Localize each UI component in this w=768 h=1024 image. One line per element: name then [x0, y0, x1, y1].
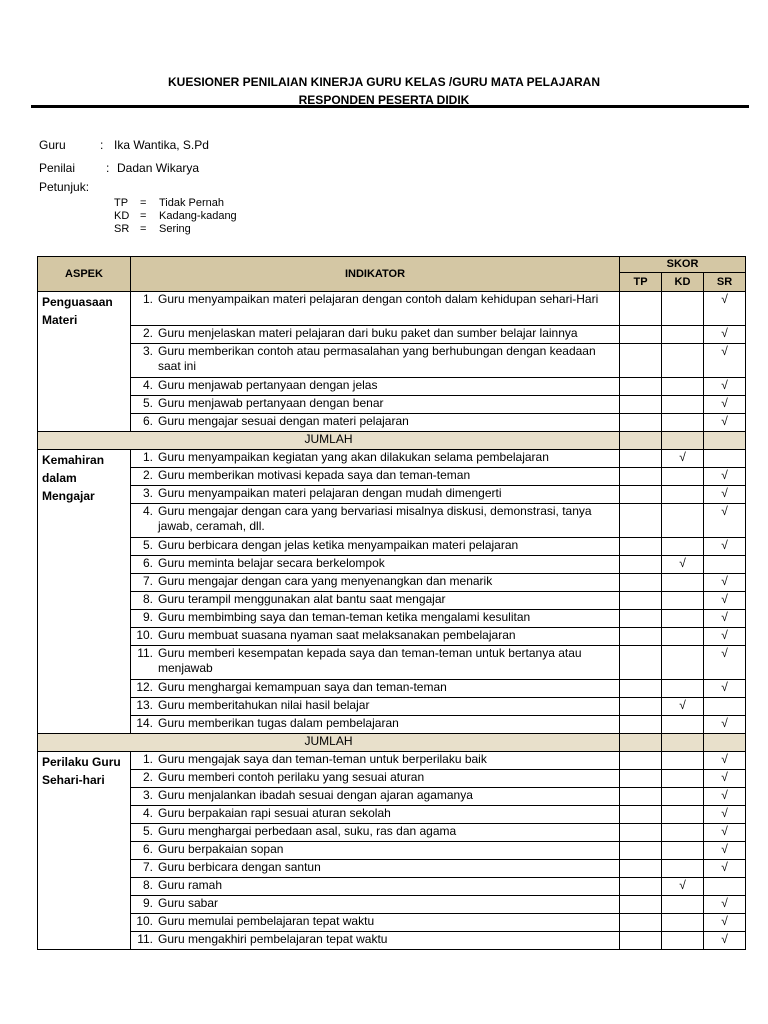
score-cell-tp [620, 896, 662, 914]
guru-label: Guru [39, 138, 66, 152]
score-cell-sr [704, 468, 746, 486]
indicator-number: 9. [142, 896, 153, 910]
check-mark: √ [721, 824, 728, 838]
indicator-cell [131, 932, 620, 950]
indicator-cell [131, 770, 620, 788]
score-cell-tp [620, 860, 662, 878]
indicator-text: Guru mengajak saya dan teman-teman untuk berperilaku baik [158, 752, 487, 766]
jumlah-score-cell [662, 432, 704, 450]
legend-code: KD [114, 210, 130, 222]
indicator-row [38, 860, 746, 878]
score-cell-kd [662, 344, 704, 378]
score-cell-kd [662, 914, 704, 932]
score-cell-kd [662, 592, 704, 610]
score-cell-sr [704, 698, 746, 716]
indicator-cell [131, 860, 620, 878]
score-cell-kd [662, 698, 704, 716]
check-mark: √ [721, 396, 728, 410]
score-cell-tp [620, 788, 662, 806]
indicator-row [38, 628, 746, 646]
indicator-cell [131, 698, 620, 716]
indicator-number: 3. [142, 788, 153, 802]
indicator-cell [131, 610, 620, 628]
indicator-row [38, 344, 746, 378]
indicator-row [38, 538, 746, 556]
score-cell-sr [704, 752, 746, 770]
indicator-number: 3. [142, 486, 153, 500]
indicator-number: 1. [142, 450, 153, 464]
indicator-number: 4. [142, 504, 153, 518]
aspect-name: Kemahiran dalam Mengajar [38, 450, 131, 734]
document-subtitle: RESPONDEN PESERTA DIDIK [298, 93, 470, 107]
indicator-text: Guru memulai pembelajaran tepat waktu [158, 914, 375, 928]
indicator-cell [131, 414, 620, 432]
indicator-text: Guru berbicara dengan santun [158, 860, 321, 874]
check-mark: √ [679, 698, 686, 712]
indicator-text: Guru memberitahukan nilai hasil belajar [158, 698, 370, 712]
legend-equals: = [140, 210, 147, 222]
check-mark: √ [721, 716, 728, 730]
check-mark: √ [721, 806, 728, 820]
indicator-row [38, 932, 746, 950]
legend-meaning: Sering [159, 223, 191, 235]
aspect-name: Perilaku Guru Sehari-hari [38, 752, 131, 950]
indicator-number: 8. [142, 592, 153, 606]
indicator-number: 1. [142, 752, 153, 766]
indicator-row [38, 610, 746, 628]
indicator-number: 1. [142, 292, 153, 306]
legend-meaning: Kadang-kadang [159, 210, 237, 222]
indicator-row [38, 486, 746, 504]
indicator-number: 2. [142, 468, 153, 482]
indicator-row [38, 414, 746, 432]
score-cell-kd [662, 628, 704, 646]
score-cell-kd [662, 486, 704, 504]
score-cell-tp [620, 504, 662, 538]
indicator-row [38, 468, 746, 486]
indicator-cell [131, 378, 620, 396]
check-mark: √ [721, 504, 728, 518]
indicator-row [38, 646, 746, 680]
penilai-value: Dadan Wikarya [117, 161, 200, 175]
indicator-cell [131, 914, 620, 932]
score-cell-sr [704, 610, 746, 628]
indicator-cell [131, 824, 620, 842]
indicator-number: 3. [142, 344, 153, 358]
score-cell-sr [704, 504, 746, 538]
indicator-cell [131, 646, 620, 680]
indicator-number: 5. [142, 396, 153, 410]
indicator-number: 5. [142, 538, 153, 552]
score-cell-tp [620, 680, 662, 698]
indicator-row [38, 326, 746, 344]
score-cell-tp [620, 842, 662, 860]
score-cell-sr [704, 344, 746, 378]
check-mark: √ [721, 860, 728, 874]
score-cell-sr [704, 378, 746, 396]
indicator-number: 6. [142, 842, 153, 856]
indicator-number: 7. [142, 860, 153, 874]
document-title: KUESIONER PENILAIAN KINERJA GURU KELAS /GURU MATA PELAJARAN [167, 75, 601, 89]
indicator-cell [131, 504, 620, 538]
indicator-number: 6. [142, 414, 153, 428]
score-cell-tp [620, 468, 662, 486]
score-cell-tp [620, 610, 662, 628]
check-mark: √ [721, 646, 728, 660]
check-mark: √ [721, 896, 728, 910]
indicator-cell [131, 468, 620, 486]
jumlah-label: JUMLAH [38, 432, 620, 450]
score-cell-tp [620, 878, 662, 896]
indicator-text: Guru meminta belajar secara berkelompok [158, 556, 385, 570]
check-mark: √ [721, 770, 728, 784]
score-cell-tp [620, 396, 662, 414]
score-cell-kd [662, 896, 704, 914]
indicator-cell [131, 344, 620, 378]
indicator-number: 12. [136, 680, 153, 694]
indicator-cell [131, 788, 620, 806]
score-cell-kd [662, 538, 704, 556]
check-mark: √ [721, 538, 728, 552]
penilai-separator: : [106, 161, 110, 175]
score-cell-sr [704, 486, 746, 504]
score-cell-sr [704, 592, 746, 610]
indicator-text: Guru berpakaian sopan [158, 842, 284, 856]
check-mark: √ [679, 450, 686, 464]
legend-equals: = [140, 223, 147, 235]
indicator-text: Guru mengajar sesuai dengan materi pelajaran [158, 414, 409, 428]
header-aspek: ASPEK [38, 257, 131, 292]
score-cell-sr [704, 716, 746, 734]
score-cell-kd [662, 504, 704, 538]
indicator-text: Guru menjalankan ibadah sesuai dengan ajaran agamanya [158, 788, 473, 802]
score-cell-sr [704, 932, 746, 950]
check-mark: √ [679, 878, 686, 892]
indicator-cell [131, 450, 620, 468]
jumlah-score-cell [620, 734, 662, 752]
indicator-cell [131, 396, 620, 414]
score-cell-sr [704, 770, 746, 788]
indicator-number: 14. [136, 716, 153, 730]
score-cell-kd [662, 378, 704, 396]
indicator-number: 13. [136, 698, 153, 712]
score-cell-sr [704, 574, 746, 592]
score-cell-sr [704, 414, 746, 432]
indicator-row [38, 770, 746, 788]
score-cell-kd [662, 450, 704, 468]
score-cell-sr [704, 680, 746, 698]
indicator-row [38, 292, 746, 326]
indicator-text: Guru menjelaskan materi pelajaran dari buku paket dan sumber belajar lainnya [158, 326, 578, 340]
check-mark: √ [721, 914, 728, 928]
check-mark: √ [721, 292, 728, 306]
indicator-number: 4. [142, 806, 153, 820]
indicator-text: Guru menjawab pertanyaan dengan jelas [158, 378, 378, 392]
score-cell-tp [620, 770, 662, 788]
score-cell-tp [620, 486, 662, 504]
indicator-text: Guru memberi kesempatan kepada saya dan teman-teman untuk bertanya atau menjawab [158, 646, 582, 675]
header-sr: SR [704, 273, 746, 292]
indicator-row [38, 752, 746, 770]
indicator-text: Guru terampil menggunakan alat bantu saat mengajar [158, 592, 446, 606]
score-cell-tp [620, 932, 662, 950]
indicator-cell [131, 486, 620, 504]
indicator-text: Guru menghargai perbedaan asal, suku, ras dan agama [158, 824, 457, 838]
check-mark: √ [721, 486, 728, 500]
score-cell-kd [662, 556, 704, 574]
score-cell-sr [704, 292, 746, 326]
score-cell-sr [704, 824, 746, 842]
indicator-row [38, 878, 746, 896]
indicator-cell [131, 628, 620, 646]
score-cell-kd [662, 860, 704, 878]
score-cell-kd [662, 574, 704, 592]
indicator-text: Guru berbicara dengan jelas ketika menyampaikan materi pelajaran [158, 538, 519, 552]
indicator-text: Guru menyampaikan materi pelajaran dengan mudah dimengerti [158, 486, 502, 500]
check-mark: √ [721, 610, 728, 624]
indicator-row [38, 842, 746, 860]
check-mark: √ [721, 574, 728, 588]
check-mark: √ [721, 842, 728, 856]
score-cell-sr [704, 556, 746, 574]
guru-value: Ika Wantika, S.Pd [114, 138, 209, 152]
indicator-row [38, 504, 746, 538]
legend-meaning: Tidak Pernah [159, 197, 225, 209]
score-cell-tp [620, 326, 662, 344]
jumlah-score-cell [620, 432, 662, 450]
indicator-text: Guru menyampaikan kegiatan yang akan dilakukan selama pembelajaran [158, 450, 549, 464]
score-cell-kd [662, 932, 704, 950]
score-cell-sr [704, 914, 746, 932]
score-cell-tp [620, 752, 662, 770]
legend-code: SR [114, 223, 130, 235]
legend-code: TP [114, 197, 129, 209]
indicator-cell [131, 326, 620, 344]
check-mark: √ [721, 752, 728, 766]
score-cell-kd [662, 788, 704, 806]
score-cell-kd [662, 806, 704, 824]
score-cell-tp [620, 716, 662, 734]
check-mark: √ [721, 680, 728, 694]
guru-separator: : [100, 138, 104, 152]
score-cell-sr [704, 806, 746, 824]
score-cell-tp [620, 592, 662, 610]
indicator-text: Guru memberikan motivasi kepada saya dan teman-teman [158, 468, 471, 482]
indicator-number: 7. [142, 574, 153, 588]
indicator-row [38, 716, 746, 734]
score-cell-kd [662, 292, 704, 326]
indicator-text: Guru memberi contoh perilaku yang sesuai aturan [158, 770, 425, 784]
score-cell-tp [620, 538, 662, 556]
jumlah-score-cell [662, 734, 704, 752]
indicator-row [38, 806, 746, 824]
score-cell-kd [662, 824, 704, 842]
penilai-label: Penilai [39, 161, 76, 175]
score-cell-sr [704, 538, 746, 556]
check-mark: √ [679, 556, 686, 570]
score-cell-kd [662, 610, 704, 628]
check-mark: √ [721, 788, 728, 802]
score-cell-kd [662, 680, 704, 698]
score-cell-sr [704, 646, 746, 680]
indicator-cell [131, 556, 620, 574]
indicator-number: 10. [136, 914, 153, 928]
score-cell-sr [704, 396, 746, 414]
score-cell-sr [704, 628, 746, 646]
score-cell-sr [704, 450, 746, 468]
indicator-number: 11. [137, 646, 153, 660]
indicator-text: Guru mengajar dengan cara yang bervariasi misalnya diskusi, demonstrasi, tanya jawab, ceramah, dll. [158, 504, 592, 533]
check-mark: √ [721, 592, 728, 606]
indicator-text: Guru memberikan contoh atau permasalahan yang berhubungan dengan keadaan saat ini [158, 344, 596, 373]
indicator-text: Guru menyampaikan materi pelajaran dengan contoh dalam kehidupan sehari-Hari [158, 292, 599, 306]
assessment-table [37, 256, 746, 950]
check-mark: √ [721, 628, 728, 642]
score-cell-kd [662, 770, 704, 788]
check-mark: √ [721, 344, 728, 358]
indicator-row [38, 788, 746, 806]
indicator-cell [131, 842, 620, 860]
score-cell-tp [620, 646, 662, 680]
indicator-text: Guru sabar [158, 896, 219, 910]
score-cell-tp [620, 628, 662, 646]
indicator-cell [131, 752, 620, 770]
indicator-cell [131, 592, 620, 610]
indicator-cell [131, 896, 620, 914]
indicator-number: 5. [142, 824, 153, 838]
score-cell-tp [620, 556, 662, 574]
indicator-row [38, 824, 746, 842]
score-cell-sr [704, 842, 746, 860]
indicator-number: 9. [142, 610, 153, 624]
indicator-text: Guru memberikan tugas dalam pembelajaran [158, 716, 399, 730]
indicator-cell [131, 538, 620, 556]
score-cell-kd [662, 842, 704, 860]
indicator-text: Guru berpakaian rapi sesuai aturan sekolah [158, 806, 391, 820]
score-cell-kd [662, 716, 704, 734]
header-tp: TP [620, 273, 662, 292]
indicator-cell [131, 806, 620, 824]
petunjuk-label: Petunjuk: [39, 180, 90, 194]
score-cell-kd [662, 878, 704, 896]
jumlah-score-cell [704, 734, 746, 752]
score-cell-tp [620, 292, 662, 326]
indicator-text: Guru ramah [158, 878, 223, 892]
score-cell-tp [620, 414, 662, 432]
jumlah-row [38, 432, 746, 450]
indicator-row [38, 556, 746, 574]
indicator-text: Guru menjawab pertanyaan dengan benar [158, 396, 384, 410]
check-mark: √ [721, 378, 728, 392]
check-mark: √ [721, 326, 728, 340]
indicator-text: Guru mengajar dengan cara yang menyenangkan dan menarik [158, 574, 493, 588]
indicator-number: 8. [142, 878, 153, 892]
indicator-number: 10. [136, 628, 153, 642]
score-cell-kd [662, 468, 704, 486]
indicator-row [38, 896, 746, 914]
indicator-text: Guru mengakhiri pembelajaran tepat waktu [158, 932, 388, 946]
jumlah-score-cell [704, 432, 746, 450]
check-mark: √ [721, 414, 728, 428]
indicator-cell [131, 680, 620, 698]
score-cell-kd [662, 326, 704, 344]
indicator-row [38, 698, 746, 716]
score-cell-tp [620, 698, 662, 716]
score-cell-tp [620, 450, 662, 468]
indicator-number: 2. [142, 326, 153, 340]
score-cell-sr [704, 326, 746, 344]
header-skor: SKOR [620, 257, 746, 273]
score-cell-tp [620, 824, 662, 842]
indicator-cell [131, 716, 620, 734]
jumlah-row [38, 734, 746, 752]
score-cell-tp [620, 378, 662, 396]
indicator-text: Guru membimbing saya dan teman-teman ketika mengalami kesulitan [158, 610, 531, 624]
indicator-cell [131, 574, 620, 592]
indicator-row [38, 574, 746, 592]
indicator-row [38, 592, 746, 610]
jumlah-label: JUMLAH [38, 734, 620, 752]
check-mark: √ [721, 932, 728, 946]
indicator-number: 2. [142, 770, 153, 784]
indicator-text: Guru menghargai kemampuan saya dan teman-teman [158, 680, 447, 694]
indicator-text: Guru membuat suasana nyaman saat melaksanakan pembelajaran [158, 628, 516, 642]
indicator-row [38, 450, 746, 468]
score-cell-kd [662, 752, 704, 770]
score-cell-tp [620, 574, 662, 592]
score-cell-tp [620, 344, 662, 378]
indicator-cell [131, 878, 620, 896]
header-indikator: INDIKATOR [131, 257, 620, 292]
indicator-number: 11. [137, 932, 153, 946]
legend-equals: = [140, 197, 147, 209]
score-cell-sr [704, 878, 746, 896]
check-mark: √ [721, 468, 728, 482]
indicator-row [38, 396, 746, 414]
aspect-name: Penguasaan Materi [38, 292, 131, 432]
score-cell-sr [704, 788, 746, 806]
indicator-number: 6. [142, 556, 153, 570]
score-cell-kd [662, 646, 704, 680]
score-cell-sr [704, 860, 746, 878]
score-cell-tp [620, 914, 662, 932]
score-cell-kd [662, 396, 704, 414]
score-cell-tp [620, 806, 662, 824]
indicator-number: 4. [142, 378, 153, 392]
indicator-row [38, 914, 746, 932]
score-cell-sr [704, 896, 746, 914]
score-cell-kd [662, 414, 704, 432]
indicator-row [38, 680, 746, 698]
indicator-row [38, 378, 746, 396]
title-divider [31, 105, 749, 108]
header-kd: KD [662, 273, 704, 292]
indicator-cell [131, 292, 620, 326]
